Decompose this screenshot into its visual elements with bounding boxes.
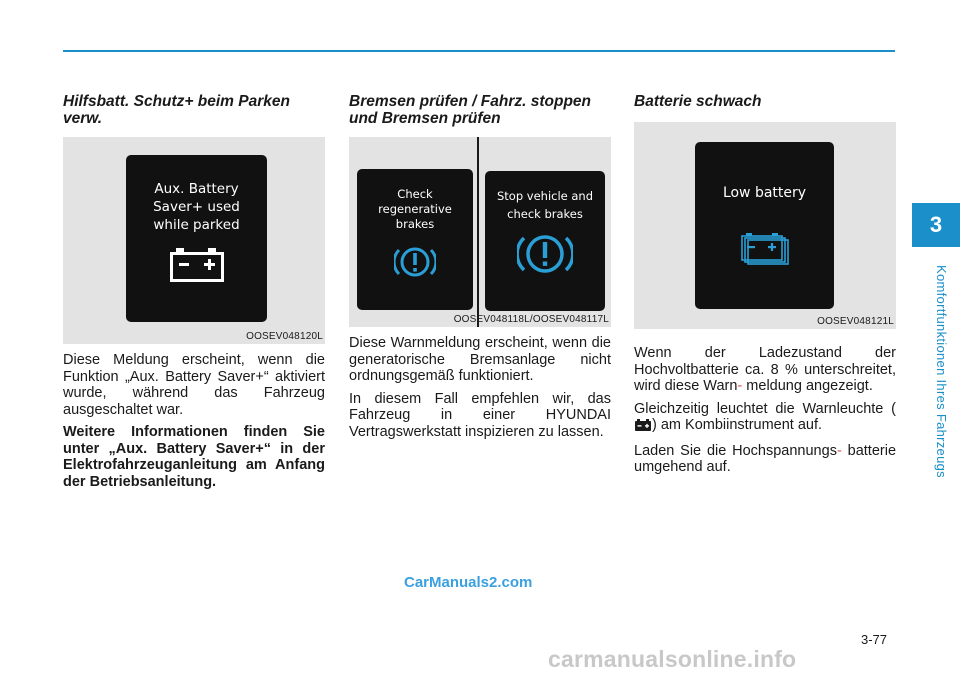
chapter-side-title: Komfortfunktionen Ihres Fahrzeugs — [934, 264, 949, 478]
page-number: 3-77 — [861, 632, 888, 647]
paragraph-text: ) am Kombiinstrument auf. — [652, 417, 823, 433]
paragraph-text: Laden Sie die Hochspannungs — [634, 442, 837, 459]
figure-id: OOSEV048118L/OOSEV048117L — [453, 314, 609, 325]
low-battery-icon — [740, 232, 790, 266]
hyphen: - — [836, 442, 842, 459]
paragraph — [634, 401, 896, 437]
battery-warning-icon — [634, 418, 652, 437]
section-aux-battery — [63, 93, 325, 490]
paragraph: Diese Meldung erscheint, wenn die Funktion „Aux. Battery Saver+“ aktiviert wurde, während das Fahrzeug ausgeschaltet war. — [63, 352, 325, 418]
watermark-carmanualsonline[interactable]: carmanualsonline.info — [548, 646, 797, 672]
chapter-tab[interactable]: 3 — [912, 203, 960, 247]
paragraph-bold: Weitere Informationen finden Sie unter „Aux. Battery Saver+“ in der Elektrofahrzeuganleitung am Anfang der Betriebsanleitung. — [63, 424, 325, 490]
cluster-screen — [695, 142, 834, 309]
paragraph — [634, 345, 896, 395]
paragraph: Diese Warnmeldung erscheint, wenn die generatorische Bremsanlage nicht ordnungsgemäß funktioniert. — [349, 335, 611, 384]
watermark-carmanuals2[interactable]: CarManuals2.com — [404, 574, 533, 591]
cluster-screen-right — [485, 171, 605, 311]
figure-check-brakes — [349, 137, 611, 327]
cluster-screen-left — [357, 169, 473, 310]
brake-warning-icon — [394, 244, 436, 280]
paragraph — [634, 443, 896, 476]
figure-low-battery — [634, 122, 896, 329]
screen-message: Low battery — [722, 185, 807, 201]
paragraph-text: Wenn der Ladezustand der Hochvoltbatterie ca. 8 % unterschreitet, wird diese Warn — [634, 345, 896, 394]
figure-aux-battery — [63, 137, 325, 344]
section-heading: Batterie schwach — [634, 93, 762, 110]
paragraph-text: Gleichzeitig leuchtet die Warnleuchte ( — [634, 400, 896, 417]
cluster-screen — [126, 155, 267, 322]
section-heading: Bremsen prüfen / Fahrz. stoppen und Bremsen prüfen — [349, 93, 592, 127]
screen-message: Aux. Battery Saver+ used while parked — [153, 181, 240, 233]
section-low-battery — [634, 93, 896, 476]
battery-icon — [170, 248, 224, 282]
brake-warning-icon — [517, 231, 573, 277]
paragraph-text: batterie umgehend auf. — [634, 442, 897, 475]
screen-message-left: Check regenerative brakes — [378, 187, 452, 231]
paragraph-text: meldung angezeigt. — [746, 378, 873, 394]
top-rule — [63, 50, 895, 52]
section-heading: Hilfsbatt. Schutz+ beim Parken verw. — [63, 93, 290, 127]
figure-id: OOSEV048121L — [817, 316, 894, 327]
figure-id: OOSEV048120L — [246, 331, 323, 342]
hyphen: - — [737, 378, 743, 394]
paragraph: In diesem Fall empfehlen wir, das Fahrzeug in einer HYUNDAI Vertragswerkstatt inspizieren zu lassen. — [349, 390, 611, 440]
screen-message-right: Stop vehicle and check brakes — [496, 189, 594, 221]
section-check-brakes — [349, 93, 611, 440]
figure-divider — [477, 137, 479, 327]
